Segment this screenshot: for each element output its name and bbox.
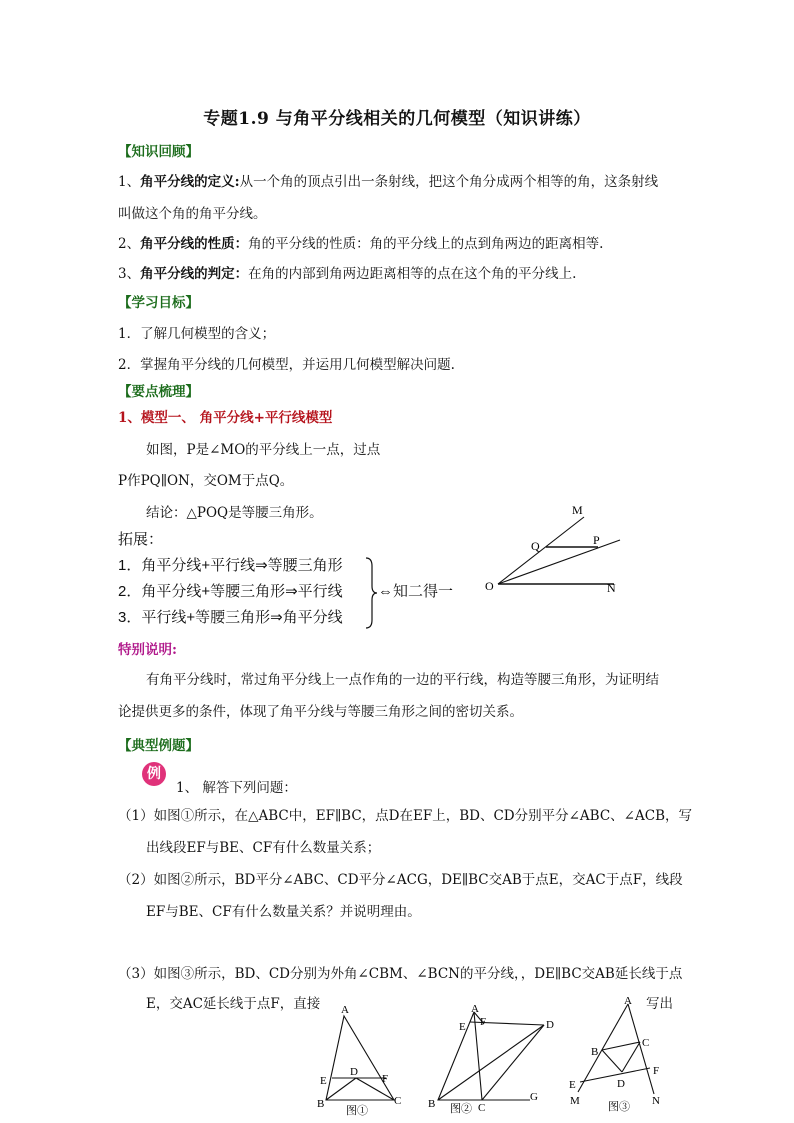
term-label: 角平分线的性质： xyxy=(140,236,249,252)
review-item-1-cont: 叫做这个角的角平分线。 xyxy=(118,206,267,222)
fig3-label-c: C xyxy=(642,1037,650,1049)
review-item-3 xyxy=(118,264,678,284)
fig3-caption: 图③ xyxy=(608,1101,630,1113)
question-1-line1: （1）如图①所示，在△ABC中，EF∥BC，点D在EF上，BD、CD分别平分∠ABC、∠ACB，写 xyxy=(118,808,692,824)
fig2-label-a: A xyxy=(471,1003,479,1015)
item-text: 角的平分线的性质：角的平分线上的点到角两边的距离相等. xyxy=(248,236,604,252)
item-number: 2、 xyxy=(118,236,141,252)
fig1-label-a: A xyxy=(341,1004,349,1016)
item-number: 1、 xyxy=(118,174,141,190)
fig3-label-m: M xyxy=(570,1095,580,1107)
fig1-label-e: E xyxy=(320,1075,327,1087)
extend-item-1: 1．角平分线+平行线⇒等腰三角形 xyxy=(118,557,343,574)
figure-label-o: O xyxy=(485,579,494,593)
figure-2 xyxy=(426,1000,562,1118)
figure-label-m: M xyxy=(572,503,583,517)
fig2-label-f: F xyxy=(480,1016,487,1028)
question-1-line2: 出线段EF与BE、CF有什么数量关系； xyxy=(146,840,381,856)
extend-label: 拓展： xyxy=(118,531,164,548)
term-label: 角平分线的定义: xyxy=(140,174,240,190)
fig3-label-b: B xyxy=(591,1046,599,1058)
figure-3 xyxy=(566,990,666,1118)
review-item-2 xyxy=(118,234,678,254)
figure-1 xyxy=(314,1000,414,1118)
extend-item-2: 2．角平分线+等腰三角形⇒平行线 xyxy=(118,583,343,600)
extend-item-3: 3．平行线+等腰三角形⇒角平分线 xyxy=(118,609,343,626)
fig1-label-f: F xyxy=(382,1073,389,1085)
section-heading-review: 【知识回顾】 xyxy=(118,144,199,160)
model-desc-line1: 如图，P是∠MO的平分线上一点，过点 xyxy=(146,442,381,458)
question-3-line2-end: 写出 xyxy=(646,996,673,1012)
figure-label-q: Q xyxy=(531,539,540,553)
special-line-1: 有角平分线时，常过角平分线上一点作角的一边的平行线，构造等腰三角形，为证明结 xyxy=(146,672,659,688)
special-label: 特别说明: xyxy=(118,642,177,658)
right-brace-icon xyxy=(364,556,378,630)
goal-item-1: 1．了解几何模型的含义； xyxy=(118,326,276,342)
question-2-line2: EF与BE、CF有什么数量关系？并说明理由。 xyxy=(146,904,421,920)
fig3-label-n: N xyxy=(652,1095,660,1107)
model-conclusion: 结论：△POQ是等腰三角形。 xyxy=(146,505,323,521)
fig2-label-c: C xyxy=(478,1102,486,1114)
special-line-2: 论提供更多的条件，体现了角平分线与等腰三角形之间的密切关系。 xyxy=(118,704,523,720)
fig2-caption: 图② xyxy=(450,1103,472,1115)
fig2-label-e: E xyxy=(459,1021,466,1033)
review-item-1 xyxy=(118,172,678,192)
model-desc-line2: P作PQ∥ON，交OM于点Q。 xyxy=(118,473,294,489)
model-figure xyxy=(480,500,640,600)
question-3-line2: E，交AC延长线于点F，直接 xyxy=(146,996,321,1012)
fig3-label-d: D xyxy=(617,1078,625,1090)
item-text: 从一个角的顶点引出一条射线，把这个角分成两个相等的角，这条射线 xyxy=(239,174,659,190)
fig1-label-d: D xyxy=(350,1066,358,1078)
section-heading-examples: 【典型例题】 xyxy=(118,738,199,754)
extend-result: ⇔知二得一 xyxy=(378,583,454,600)
fig3-label-e: E xyxy=(569,1079,576,1091)
goal-item-2: 2．掌握角平分线的几何模型，并运用几何模型解决问题. xyxy=(118,357,455,373)
fig1-caption: 图① xyxy=(346,1105,368,1117)
figure-label-p: P xyxy=(593,533,600,547)
fig2-label-d: D xyxy=(546,1019,554,1031)
term-label: 角平分线的判定： xyxy=(140,266,249,282)
model-title: 1、模型一、 角平分线+平行线模型 xyxy=(118,410,333,426)
fig1-label-c: C xyxy=(394,1095,402,1107)
fig3-label-f: F xyxy=(653,1065,660,1077)
question-2-line1: （2）如图②所示，BD平分∠ABC、CD平分∠ACG，DE∥BC交AB于点E，交AC于点F，线段 xyxy=(118,872,683,888)
page-title: 专题1.9 与角平分线相关的几何模型（知识讲练） xyxy=(203,109,591,129)
question-3-line1: （3）如图③所示，BD、CD分别为外角∠CBM、∠BCN的平分线，，DE∥BC交AB延长线于点 xyxy=(118,966,683,982)
figure-label-n: N xyxy=(607,581,616,595)
fig2-label-b: B xyxy=(428,1098,436,1110)
example-intro: 1、 解答下列问题： xyxy=(176,780,297,796)
item-number: 3、 xyxy=(118,266,141,282)
item-text: 在角的内部到角两边距离相等的点在这个角的平分线上. xyxy=(248,266,577,282)
example-badge: 例 xyxy=(142,762,166,786)
fig3-label-a: A xyxy=(624,995,632,1007)
section-heading-points: 【要点梳理】 xyxy=(118,384,199,400)
section-heading-goals: 【学习目标】 xyxy=(118,295,199,311)
fig1-label-b: B xyxy=(317,1098,325,1110)
fig2-label-g: G xyxy=(530,1091,538,1103)
